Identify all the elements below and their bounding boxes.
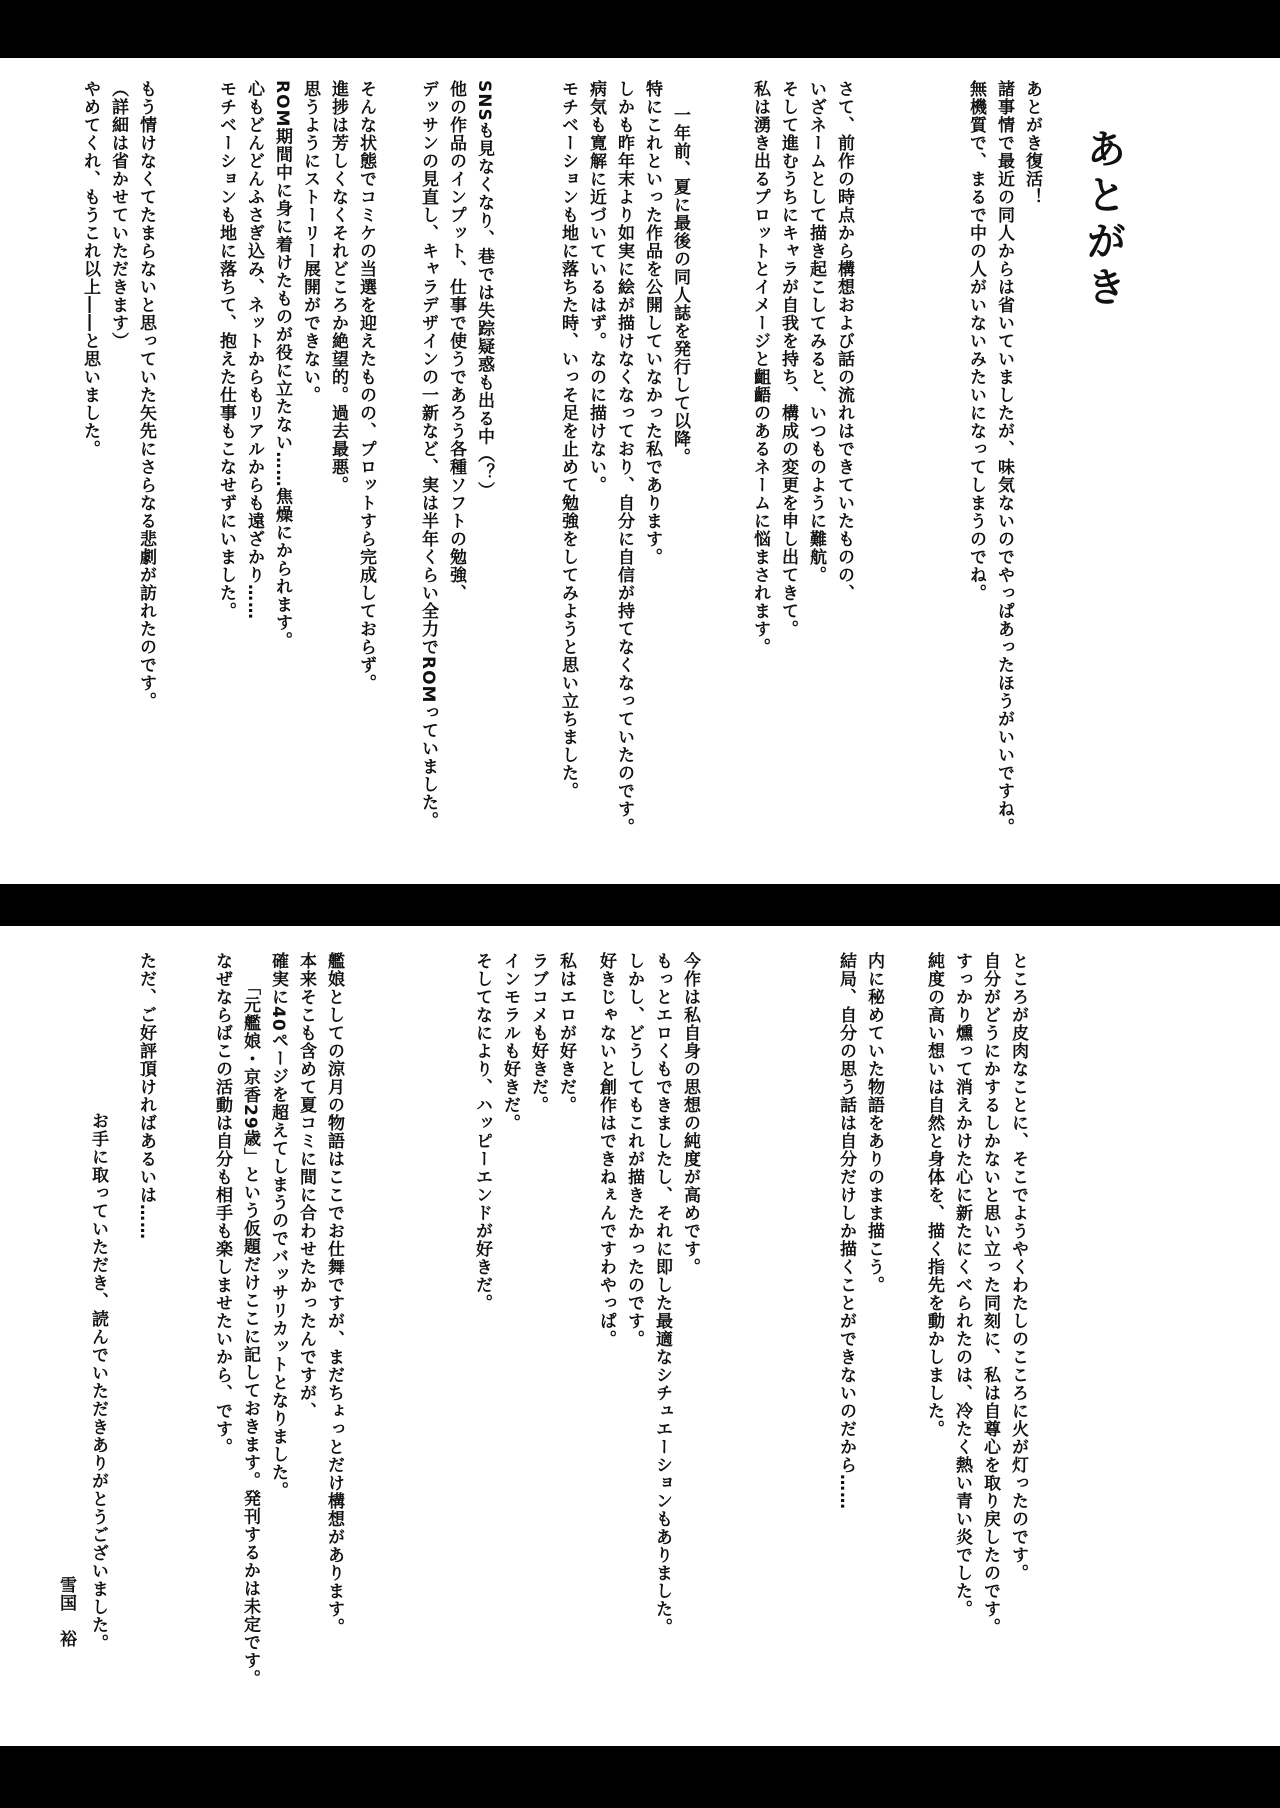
text-line: 進捗は芳しくなくそれどころか絶望的。過去最悪。 (328, 80, 348, 494)
text-block-one-year-ago (554, 80, 694, 836)
afterword-page-top (0, 58, 1280, 884)
text-line: 一年前、夏に最後の同人誌を発行して以降。 (670, 106, 690, 466)
text-line: そして進むうちにキャラが自我を持ち、構成の変更を申し出てきて。 (778, 80, 798, 638)
text-line: すっかり燻って消えかけた心に新たにくべられたのは、冷たく熱い青い炎でした。 (952, 952, 972, 1618)
text-line: ただ、ご好評頂ければあるいは…… (136, 952, 156, 1240)
text-line: もう情けなくてたまらないと思っていた矢先にさらなる悲劇が訪れたのです。 (136, 80, 156, 710)
text-line: 確実に40ページを超えてしまうのでバッサリカットとなりました。 (268, 952, 288, 1500)
text-block-thanks (84, 1112, 112, 1652)
text-line: モチベーションも地に落ちた時、いっそ足を止めて勉強をしてみようと思い立ちました。 (558, 80, 578, 800)
text-line: お手に取っていただき、読んでいただきありがとうございました。 (88, 1112, 108, 1652)
text-line: 今作は私自身の思想の純度が高めです。 (680, 952, 700, 1276)
text-line: 病気も寛解に近づいているはず。なのに描けない。 (586, 80, 606, 494)
text-line: 特にこれといった作品を公開していなかった私であります。 (642, 80, 662, 566)
text-block-struggle-name (746, 80, 858, 656)
text-line: いざネームとして描き起こしてみると、いつものように難航。 (806, 80, 826, 584)
text-line: あとがき復活！ (1022, 80, 1042, 206)
text-line: 自分がどうにかするしかないと思い立った同刻に、私は自尊心を取り戻したのです。 (980, 952, 1000, 1636)
text-line: 他の作品のインプット、仕事で使うであろう各種ソフトの勉強、 (446, 80, 466, 602)
afterword-title: あとがき (1080, 128, 1127, 312)
text-line: 結局、自分の思う話は自分だけしか描くことができないのだから…… (836, 952, 856, 1510)
text-block-likes (468, 952, 580, 1312)
text-line: ROM期間中に身に着けたものが役に立たない……焦燥にかられます。 (272, 80, 292, 650)
text-block-fire (920, 952, 1032, 1636)
text-line: 内に秘めていた物語をありのまま描こう。 (864, 952, 884, 1294)
text-line: 無機質で、まるで中の人がいないみたいになってしまうのでね。 (966, 80, 986, 602)
text-line: デッサンの見直し、キャラデザインの一新など、実は半年くらい全力でROMっていました。 (418, 80, 438, 830)
text-line: 本来そこも含めて夏コミに間に合わせたかったんですが、 (296, 952, 316, 1420)
text-line: SNSも見なくなり、巷では失踪疑惑も出る中（？） (474, 80, 494, 500)
text-line: モチベーションも地に落ちて、抱えた仕事もこなせずにいました。 (216, 80, 236, 620)
text-line: 私はエロが好きだ。 (556, 952, 576, 1114)
text-block-rom-period (414, 80, 498, 829)
text-line: 艦娘としての涼月の物語はここでお仕舞ですが、まだちょっとだけ構想があります。 (324, 952, 344, 1636)
text-line: 心もどんどんふさぎ込み、ネットからもリアルからも遠ざかり…… (244, 80, 264, 620)
text-line: インモラルも好きだ。 (500, 952, 520, 1132)
text-line: しかも昨年末より如実に絵が描けなくなっており、自分に自信が持てなくなっていたのです。 (614, 80, 634, 836)
text-line: ところが皮肉なことに、そこでようやくわたしのこころに火が灯ったのです。 (1008, 952, 1028, 1582)
text-line: そしてなにより、ハッピーエンドが好きだ。 (472, 952, 492, 1312)
text-line: 思うようにストーリー展開ができない。 (300, 80, 320, 404)
text-block-tragedy (76, 80, 160, 710)
afterword-page-bottom (0, 926, 1280, 1746)
text-block-future-plans (208, 952, 348, 1688)
text-line: さて、前作の時点から構想および話の流れはできていたものの、 (834, 80, 854, 602)
text-block-intro (962, 80, 1046, 836)
author-name: 雪国 裕 (56, 1576, 76, 1648)
text-line: 好きじゃないと創作はできねぇんですわやっぱ。 (596, 952, 616, 1348)
text-block-purity (592, 952, 704, 1636)
author-signature (52, 1576, 80, 1648)
text-line: 純度の高い想いは自然と身体を、描く指先を動かしました。 (924, 952, 944, 1438)
text-block-comiket (212, 80, 380, 692)
text-line: 私は湧き出るプロットとイメージと齟齬のあるネームに悩まされます。 (750, 80, 770, 656)
text-block-perhaps (132, 952, 160, 1240)
text-line: やめてくれ、もうこれ以上――と思いました。 (80, 80, 100, 458)
text-line: そんな状態でコミケの当選を迎えたものの、プロットすら完成しておらず。 (356, 80, 376, 692)
text-line: 諸事情で最近の同人からは省いていましたが、味気ないのでやっぱあったほうがいいですね。 (994, 80, 1014, 836)
text-line: 「元艦娘・京香29歳」という仮題だけここに記しておきます。発刊するかは未定です。 (240, 978, 260, 1688)
text-line: しかし、どうしてもこれが描きたかったのです。 (624, 952, 644, 1348)
text-line: ラブコメも好きだ。 (528, 952, 548, 1114)
text-line: なぜならばこの活動は自分も相手も楽しませたいから、です。 (212, 952, 232, 1456)
text-block-own-story (832, 952, 888, 1510)
text-line: もっとエロくもできましたし、それに即した最適なシチュエーションもありました。 (652, 952, 672, 1636)
text-line: （詳細は省かせていただきます） (108, 80, 128, 350)
